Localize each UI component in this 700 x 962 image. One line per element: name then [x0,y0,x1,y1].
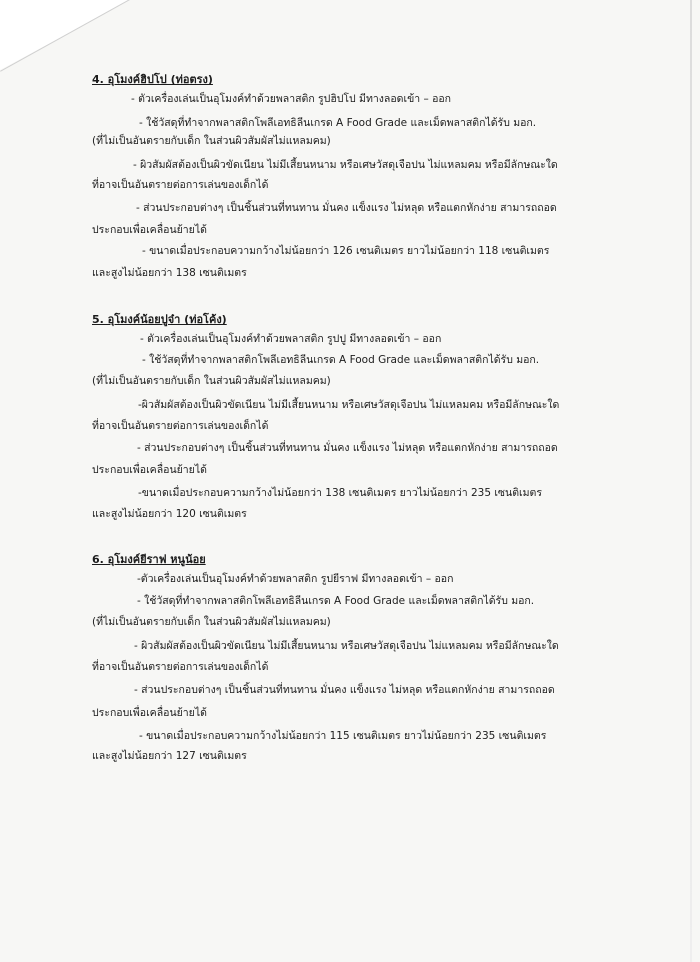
spec-line: - ผิวสัมผัสต้องเป็นผิวขัดเนียน ไม่มีเสี้ยนหนาม หรือเศษวัสดุเจือปน ไม่แหลมคม หรือมีลักษณะใด [134,640,559,652]
spec-line: ประกอบเพื่อเคลื่อนย้ายได้ [92,707,207,719]
spec-line: (ที่ไม่เป็นอันตรายกับเด็ก ในส่วนผิวสัมผัสไม่แหลมคม) [92,616,331,628]
spec-line: - ส่วนประกอบต่างๆ เป็นชิ้นส่วนที่ทนทาน มั่นคง แข็งแรง ไม่หลุด หรือแตกหักง่าย สามารถถอด [134,684,555,696]
spec-line: - ตัวเครื่องเล่นเป็นอุโมงค์ทำด้วยพลาสติก รูปฮิปโป มีทางลอดเข้า – ออก [131,93,452,105]
spec-line: - ขนาดเมื่อประกอบความกว้างไม่น้อยกว่า 115 เซนติเมตร ยาวไม่น้อยกว่า 235 เซนติเมตร [139,730,547,742]
spec-line: และสูงไม่น้อยกว่า 127 เซนติเมตร [92,750,247,762]
spec-line: ประกอบเพื่อเคลื่อนย้ายได้ [92,224,207,236]
section-heading: 4. อุโมงค์ฮิปโป (ท่อตรง) [92,73,213,86]
spec-line: ที่อาจเป็นอันตรายต่อการเล่นของเด็กได้ [92,179,269,191]
spec-line: - ตัวเครื่องเล่นเป็นอุโมงค์ทำด้วยพลาสติก รูปปู มีทางลอดเข้า – ออก [140,333,442,345]
spec-line: ที่อาจเป็นอันตรายต่อการเล่นของเด็กได้ [92,420,269,432]
spec-line: และสูงไม่น้อยกว่า 138 เซนติเมตร [92,267,247,279]
spec-line: -ขนาดเมื่อประกอบความกว้างไม่น้อยกว่า 138 เซนติเมตร ยาวไม่น้อยกว่า 235 เซนติเมตร [138,487,543,499]
spec-line: -ผิวสัมผัสต้องเป็นผิวขัดเนียน ไม่มีเสี้ยนหนาม หรือเศษวัสดุเจือปน ไม่แหลมคม หรือมีลักษณะใด [138,399,560,411]
spec-line: - ผิวสัมผัสต้องเป็นผิวขัดเนียน ไม่มีเสี้ยนหนาม หรือเศษวัสดุเจือปน ไม่แหลมคม หรือมีลักษณะใด [133,159,558,171]
spec-line: - ขนาดเมื่อประกอบความกว้างไม่น้อยกว่า 126 เซนติเมตร ยาวไม่น้อยกว่า 118 เซนติเมตร [142,245,550,257]
scan-edge [690,0,692,962]
spec-line: - ใช้วัสดุที่ทำจากพลาสติกโพลีเอทธิลีนเกรด A Food Grade และเม็ดพลาสติกได้รับ มอก. [139,117,537,129]
spec-line: - ส่วนประกอบต่างๆ เป็นชิ้นส่วนที่ทนทาน มั่นคง แข็งแรง ไม่หลุด หรือแตกหักง่าย สามารถถอด [136,202,557,214]
section-heading: 5. อุโมงค์น้อยปูจ๋า (ท่อโค้ง) [92,313,227,326]
section-heading: 6. อุโมงค์ยีราฟ หนูน้อย [92,553,206,566]
spec-line: และสูงไม่น้อยกว่า 120 เซนติเมตร [92,508,247,520]
spec-line: - ส่วนประกอบต่างๆ เป็นชิ้นส่วนที่ทนทาน มั่นคง แข็งแรง ไม่หลุด หรือแตกหักง่าย สามารถถอด [137,442,558,454]
spec-line: -ตัวเครื่องเล่นเป็นอุโมงค์ทำด้วยพลาสติก รูปยีราฟ มีทางลอดเข้า – ออก [137,573,454,585]
spec-line: - ใช้วัสดุที่ทำจากพลาสติกโพลีเอทธิลีนเกรด A Food Grade และเม็ดพลาสติกได้รับ มอก. [137,595,535,607]
spec-line: ประกอบเพื่อเคลื่อนย้ายได้ [92,464,207,476]
spec-line: (ที่ไม่เป็นอันตรายกับเด็ก ในส่วนผิวสัมผัสไม่แหลมคม) [92,375,331,387]
spec-line: - ใช้วัสดุที่ทำจากพลาสติกโพลีเอทธิลีนเกรด A Food Grade และเม็ดพลาสติกได้รับ มอก. [142,354,540,366]
spec-line: ที่อาจเป็นอันตรายต่อการเล่นของเด็กได้ [92,661,269,673]
spec-line: (ที่ไม่เป็นอันตรายกับเด็ก ในส่วนผิวสัมผัสไม่แหลมคม) [92,135,331,147]
